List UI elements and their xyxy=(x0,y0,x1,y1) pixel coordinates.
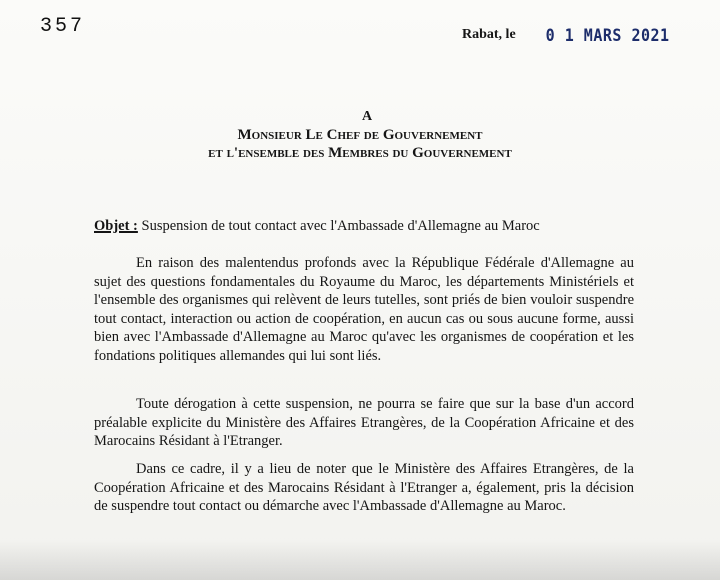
addressee-line-1: Monsieur Le Chef de Gouvernement xyxy=(237,127,483,143)
subject-line xyxy=(94,218,540,235)
subject-label: Objet : xyxy=(94,218,138,234)
addressee-line-2: et l'ensemble des Membres du Gouvernement xyxy=(208,145,512,161)
subject-text: Suspension de tout contact avec l'Ambassade d'Allemagne au Maroc xyxy=(137,218,540,234)
body-paragraph-2: Toute dérogation à cette suspension, ne pourra se faire que sur la base d'un accord préalable explicite du Ministère des Affaires Etrangères, de la Coopération Africaine et des Marocains Résidant à l'Etranger. xyxy=(94,396,634,449)
city-label: Rabat, le xyxy=(462,27,516,42)
body-paragraph-3: Dans ce cadre, il y a lieu de noter que le Ministère des Affaires Etrangères, de la Coopération Africaine et des Marocains Résidant à l'Etranger a, également, pris la décision de suspendre tout contact ou démarche avec l'Ambassade d'Allemagne au Maroc. xyxy=(94,461,634,514)
body-paragraph-1: En raison des malentendus profonds avec la République Fédérale d'Allemagne au sujet des questions fondamentales du Royaume du Maroc, les départements Ministériels et l'ensemble des organismes qui relèvent de leurs tutelles, sont priés de bien vouloir suspendre tout contact, interaction ou action de coopération, en aucun cas ou sous aucune forme, aussi bien avec l'Ambassade d'Allemagne au Maroc qu'avec les organismes de coopération et les fondations politiques allemandes qui lui sont liés. xyxy=(94,255,634,364)
reference-number: 357 xyxy=(40,15,86,38)
date-stamp: 0 1 MARS 2021 xyxy=(545,24,670,46)
addressee-block xyxy=(0,108,720,162)
addressee-preposition: A xyxy=(361,109,373,124)
page-shadow xyxy=(0,540,720,580)
city-date-line xyxy=(462,26,670,44)
